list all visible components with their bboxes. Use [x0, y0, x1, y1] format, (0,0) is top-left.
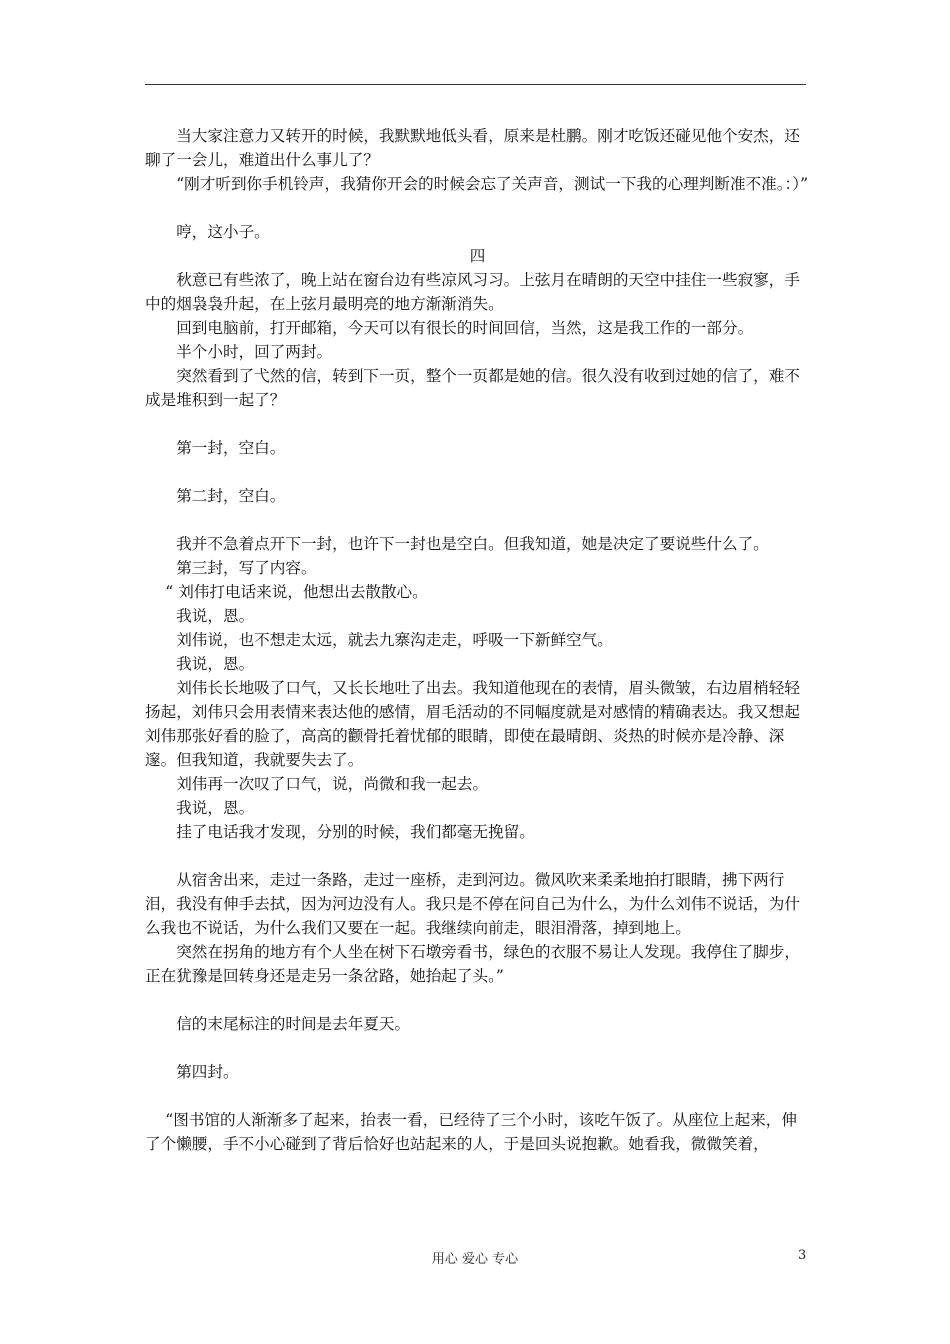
- paragraph: 秋意已有些浓了，晚上站在窗台边有些凉风习习。上弦月在晴朗的天空中挂住一些寂寥，手中的烟袅袅升起，在上弦月最明亮的地方渐渐消失。: [145, 271, 800, 313]
- section-heading: 四: [469, 247, 486, 265]
- paragraph: 从宿舍出来，走过一条路，走过一座桥，走到河边。微风吹来柔柔地拍打眼睛，拂下两行泪，我没有伸手去拭，因为河边没有人。我只是不停在问自己为什么，为什么刘伟不说话，为什么我也不说话，为什么我们又要在一起。我继续向前走，眼泪滑落，掉到地上。: [145, 871, 800, 937]
- paragraph: 刘伟说，也不想走太远，就去九寨沟走走，呼吸一下新鲜空气。: [176, 631, 613, 649]
- paragraph: 我说，恩。: [176, 799, 255, 817]
- paragraph: 刘伟再一次叹了口气，说，尚微和我一起去。: [176, 775, 489, 793]
- blank-line: [145, 1036, 810, 1060]
- paragraph: “ 刘伟打电话来说，他想出去散散心。: [165, 583, 428, 601]
- paragraph: 回到电脑前，打开邮箱，今天可以有很长的时间回信，当然，这是我工作的一部分。: [176, 319, 754, 337]
- paragraph: 第二封，空白。: [176, 487, 286, 505]
- blank-line: [145, 412, 810, 436]
- paragraph: “图书馆的人渐渐多了起来，抬表一看，已经待了三个小时，该吃午饭了。从座位上起来，伸了个懒腰，手不小心碰到了背后恰好也站起来的人，于是回头说抱歉。她看我，微微笑着，: [145, 1111, 797, 1153]
- header-rule: [145, 84, 806, 85]
- blank-line: [145, 508, 810, 532]
- blank-line: [145, 1084, 810, 1108]
- page-footer: 用心 爱心 专心: [431, 1252, 519, 1267]
- paragraph: 当大家注意力又转开的时候，我默默地低头看，原来是杜鹏。刚才吃饭还碰见他个安杰，还聊了一会儿，难道出什么事儿了？: [145, 127, 800, 169]
- blank-line: [145, 988, 810, 1012]
- blank-line: [145, 460, 810, 484]
- paragraph: 挂了电话我才发现，分别的时候，我们都毫无挽留。: [176, 823, 535, 841]
- paragraph: “刚才听到你手机铃声，我猜你开会的时候会忘了关声音，测试一下我的心理判断准不准。：）”: [176, 175, 809, 193]
- paragraph: 刘伟长长地吸了口气，又长长地吐了出去。我知道他现在的表情，眉头微皱，右边眉梢轻轻扬起，刘伟只会用表情来表达他的感情，眉毛活动的不同幅度就是对感情的精确表达。我又想起刘伟那张好看的脸了，高高的颧骨托着忧郁的眼睛，即使在最晴朗、炎热的时候亦是冷静、深邃。但我知道，我就要失去了。: [145, 679, 800, 769]
- document-body: [145, 124, 810, 1156]
- paragraph: 哼，这小子。: [176, 223, 270, 241]
- paragraph: 信的末尾标注的时间是去年夏天。: [176, 1015, 411, 1033]
- page-number: 3: [798, 1248, 807, 1263]
- paragraph: 半个小时，回了两封。: [176, 343, 333, 361]
- paragraph: 我并不急着点开下一封，也许下一封也是空白。但我知道，她是决定了要说些什么了。: [176, 535, 769, 553]
- blank-line: [145, 196, 810, 220]
- paragraph: 我说，恩。: [176, 655, 255, 673]
- paragraph: 突然在拐角的地方有个人坐在树下石墩旁看书，绿色的衣服不易让人发现。我停住了脚步，正在犹豫是回转身还是走另一条岔路，她抬起了头。”: [145, 943, 800, 985]
- paragraph: 第一封，空白。: [176, 439, 286, 457]
- paragraph: 突然看到了弋然的信，转到下一页，整个一页都是她的信。很久没有收到过她的信了，难不成是堆积到一起了？: [145, 367, 800, 409]
- blank-line: [145, 844, 810, 868]
- paragraph: 我说，恩。: [176, 607, 255, 625]
- paragraph: 第四封。: [176, 1063, 239, 1081]
- paragraph: 第三封，写了内容。: [176, 559, 317, 577]
